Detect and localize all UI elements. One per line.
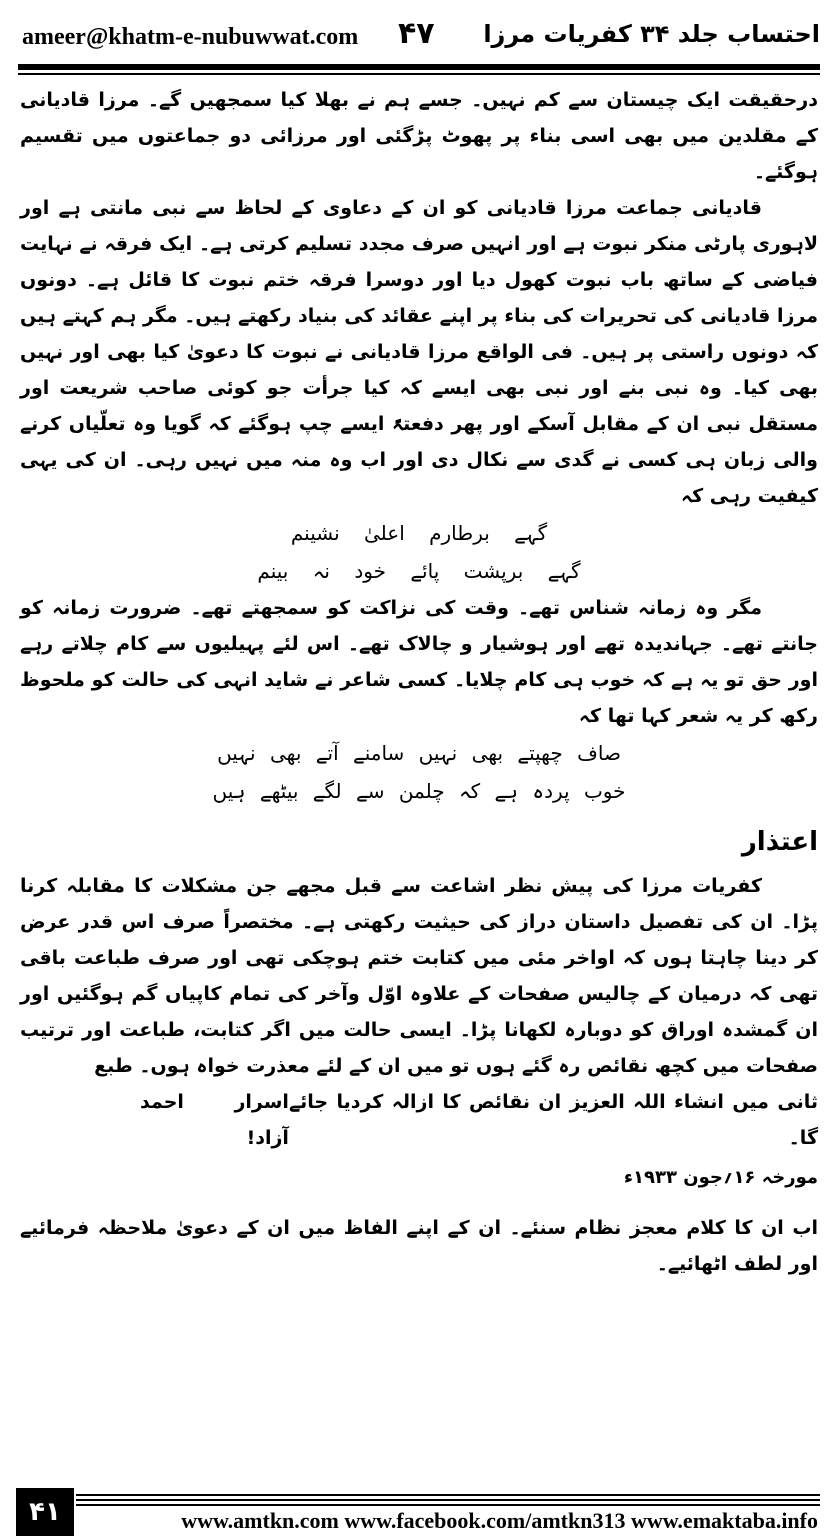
- header-rule-thin: [18, 73, 820, 75]
- header-rule-thick: [18, 64, 820, 70]
- footer-rule: [76, 1499, 820, 1501]
- verse-line-4: خوب پردہ ہے کہ چلمن سے لگے بیٹھے ہیں: [212, 779, 626, 803]
- page-footer: [16, 1488, 820, 1536]
- verse-line-1: گہے برطارم اعلیٰ نشینم: [290, 521, 548, 545]
- final-paragraph: اب ان کا کلام معجز نظام سنئے۔ ان کے اپنے الفاظ میں ان کے دعویٰ ملاحظہ فرمائیے اور لطف اٹھائیے۔: [20, 1217, 818, 1275]
- footer-urls: www.amtkn.com www.facebook.com/amtkn313 www.emaktaba.info: [181, 1508, 818, 1533]
- header-title: احتساب جلد ۳۴ کفریات مرزا: [483, 20, 820, 48]
- footer-page-number: ۴۱: [16, 1488, 74, 1536]
- apology-paragraph: کفریات مرزا کی پیش نظر اشاعت سے قبل مجھے جن مشکلات کا مقابلہ کرنا پڑا۔ ان کی تفصیل داستان دراز کی حیثیت رکھتی ہے۔ مختصراً صرف اس قدر عرض کر دینا چاہتا ہوں کہ اواخر مئی میں کتابت ختم ہوچکی تھی اور صرف طباعت باقی تھی کہ درمیان کے چالیس صفحات کے علاوہ اوّل وآخر کی تمام کاپیاں گم ہوگئیں اور ان گمشدہ اوراق کو دوبارہ لکھانا پڑا۔ ایسی حالت میں اگر کتابت، طباعت اور ترتیب صفحات میں کچھ نقائص رہ گئے ہوں تو میں ان کے لئے معذرت خواہ ہوں۔ طبع: [20, 875, 818, 1077]
- date-line: مورخہ ۱۶؍جون ۱۹۳۳ء: [623, 1167, 818, 1188]
- paragraph-1: درحقیقت ایک چیستان سے کم نہیں۔ جسے ہم نے بھلا کیا سمجھیں گے۔ مرزا قادیانی کے مقلدین میں بھی اسی بناء پر پھوٹ پڑگئی اور مرزائی دو جماعتوں میں تقسیم ہوگئے۔: [20, 89, 818, 183]
- verse-line-3: صاف چھپتے بھی نہیں سامنے آتے بھی نہیں: [217, 741, 621, 765]
- page-content: [20, 82, 818, 1282]
- footer-rule: [76, 1504, 820, 1506]
- apology-last-line: ثانی میں انشاء اللہ العزیز ان نقائص کا ازالہ کردیا جائے گا۔: [288, 1091, 818, 1149]
- apology-closing-row: [20, 1084, 818, 1156]
- verse-line-2: گہے برپشت پائے خود نہ بینم: [257, 559, 581, 583]
- header-page-number: ۴۷: [398, 16, 435, 51]
- footer-rule: [76, 1494, 820, 1496]
- paragraph-2: قادیانی جماعت مرزا قادیانی کو ان کے دعاوی کے لحاظ سے نبی مانتی ہے اور لاہوری پارٹی منکر نبوت ہے اور انہیں صرف مجدد تسلیم کرتی ہے۔ ایک فرقہ نے نہایت فیاضی کے ساتھ باب نبوت کھول دیا اور دوسرا فرقہ ختم نبوت کا قائل ہے۔ دونوں مرزا قادیانی کی تحریرات کی بناء پر اپنے عقائد کی بنیاد رکھتے ہیں۔ مگر ہم کہتے ہیں کہ دونوں راستی پر ہیں۔ فی الواقع مرزا قادیانی نے نبوت کا دعویٰ کیا بھی اور نہیں بھی کیا۔ وہ نبی بنے اور نبی بھی ایسے کہ کیا جرأت جو کوئی صاحب شریعت اور مستقل نبی ان کے مقابل آسکے اور پھر دفعتہً ایسے چپ ہوگئے کہ گویا وہ تعلّیاں کرنے والی زبان ہی کسی نے گدی سے نکال دی اور اب وہ منہ میں نہیں رہی۔ ان کی یہی کیفیت رہی کہ: [20, 197, 818, 507]
- section-heading: اعتذار: [741, 827, 818, 857]
- paragraph-3: مگر وہ زمانہ شناس تھے۔ وقت کی نزاکت کو سمجھتے تھے۔ ضرورت زمانہ کو جانتے تھے۔ جہاندیدہ تھے اور ہوشیار و چالاک تھے۔ اس لئے پہیلیوں سے کام چلاتے رہے اور حق تو یہ ہے کہ خوب ہی کام چلایا۔ کسی شاعر نے شاید انہی کی حالت کو ملحوظ رکھ کر یہ شعر کہا تھا کہ: [20, 597, 818, 727]
- signature: اسرار احمد آزاد!: [140, 1091, 289, 1149]
- page-header: [18, 14, 820, 62]
- verse-urdu: [20, 734, 818, 810]
- header-email: ameer@khatm-e-nubuwwat.com: [22, 24, 359, 50]
- verse-persian: [20, 514, 818, 590]
